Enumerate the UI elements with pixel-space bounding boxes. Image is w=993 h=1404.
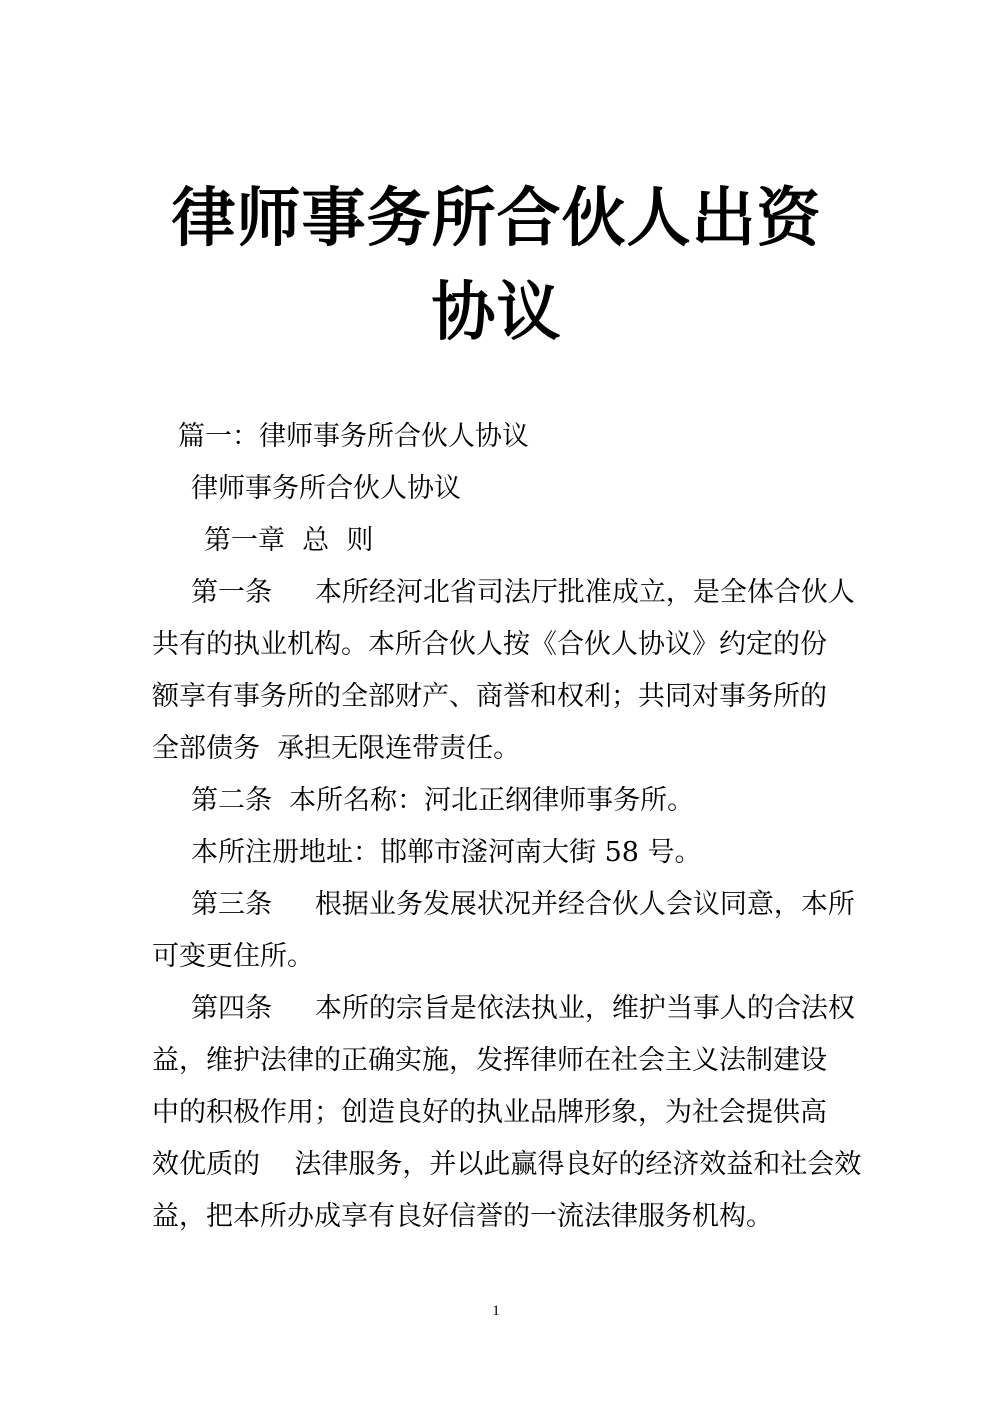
article-4-line-2: 益，维护法律的正确实施，发挥律师在社会主义法制建设 [152,1045,827,1076]
article-4-line-4: 效优质的 法律服务，并以此赢得良好的经济效益和社会效 [152,1149,862,1180]
article-1-line-1: 第一条 本所经河北省司法厅批准成立，是全体合伙人 [191,577,855,608]
article-2-name: 第二条 本所名称：河北正纲律师事务所。 [191,785,695,816]
document-title: 律师事务所合伙人出资协议 [171,181,822,350]
agreement-subtitle: 律师事务所合伙人协议 [191,473,461,504]
article-1-line-2: 共有的执业机构。本所合伙人按《合伙人协议》约定的份 [152,629,827,660]
article-1-line-3: 额享有事务所的全部财产、商誉和权利；共同对事务所的 [152,681,827,712]
section-heading: 篇一：律师事务所合伙人协议 [178,421,529,452]
chapter-heading: 第一章 总 则 [204,525,374,556]
article-3-line-2: 可变更住所。 [152,941,314,972]
article-2-address: 本所注册地址：邯郸市滏河南大街 58 号。 [191,837,702,868]
article-4-line-1: 第四条 本所的宗旨是依法执业，维护当事人的合法权 [191,993,855,1024]
page-number: 1 [492,1303,500,1319]
article-4-line-5: 益，把本所办成享有良好信誉的一流法律服务机构。 [152,1201,773,1232]
article-1-line-4: 全部债务 承担无限连带责任。 [152,733,521,764]
article-4-line-3: 中的积极作用；创造良好的执业品牌形象，为社会提供高 [152,1097,827,1128]
article-3-line-1: 第三条 根据业务发展状况并经合伙人会议同意，本所 [191,889,855,920]
